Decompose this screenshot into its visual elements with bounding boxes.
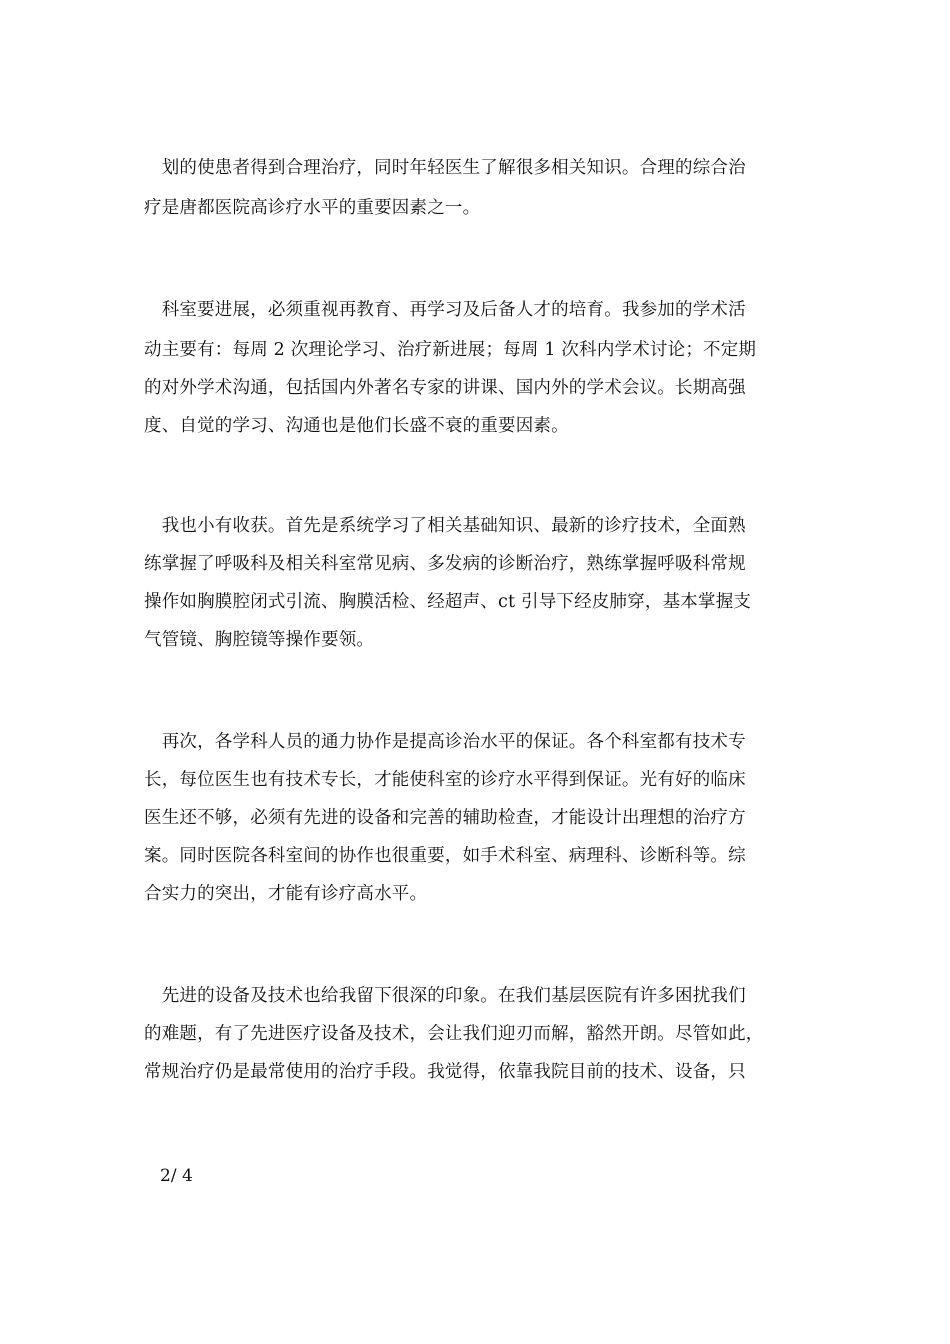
paragraph-2-line-3: 的对外学术沟通，包括国内外著名专家的讲课、国内外的学术会议。长期高强 [144, 378, 746, 398]
paragraph-3-line-1: 我也小有收获。首先是系统学习了相关基础知识、最新的诊疗技术，全面熟 [144, 516, 746, 536]
paragraph-5-line-1: 先进的设备及技术也给我留下很深的印象。在我们基层医院有许多困扰我们 [144, 986, 746, 1006]
paragraph-1-line-2: 疗是唐都医院高诊疗水平的重要因素之一。 [144, 198, 481, 218]
paragraph-4-line-3: 医生还不够，必须有先进的设备和完善的辅助检查，才能设计出理想的治疗方 [144, 808, 746, 828]
paragraph-4-line-1: 再次，各学科人员的通力协作是提高诊治水平的保证。各个科室都有技术专 [144, 732, 746, 752]
paragraph-5-line-2: 的难题，有了先进医疗设备及技术，会让我们迎刃而解，豁然开朗。尽管如此， [144, 1024, 764, 1044]
paragraph-3-line-2: 练掌握了呼吸科及相关科室常见病、多发病的诊断治疗，熟练掌握呼吸科常规 [144, 554, 746, 574]
paragraph-4-line-4: 案。同时医院各科室间的协作也很重要，如手术科室、病理科、诊断科等。综 [144, 846, 746, 866]
paragraph-4-line-2: 长，每位医生也有技术专长，才能使科室的诊疗水平得到保证。光有好的临床 [144, 770, 746, 790]
paragraph-5-line-3: 常规治疗仍是最常使用的治疗手段。我觉得，依靠我院目前的技术、设备，只 [144, 1062, 746, 1082]
paragraph-2-line-4: 度、自觉的学习、沟通也是他们长盛不衰的重要因素。 [144, 416, 569, 436]
paragraph-2-line-1: 科室要进展，必须重视再教育、再学习及后备人才的培育。我参加的学术活 [144, 300, 746, 320]
page-number: 2/ 4 [160, 1166, 193, 1186]
paragraph-2-line-2: 动主要有：每周 2 次理论学习、治疗新进展；每周 1 次科内学术讨论；不定期 [144, 340, 757, 360]
paragraph-4-line-5: 合实力的突出，才能有诊疗高水平。 [144, 884, 428, 904]
paragraph-1-line-1: 划的使患者得到合理治疗，同时年轻医生了解很多相关知识。合理的综合治 [144, 158, 746, 178]
paragraph-3-line-4: 气管镜、胸腔镜等操作要领。 [144, 630, 375, 650]
paragraph-3-line-3: 操作如胸膜腔闭式引流、胸膜活检、经超声、ct 引导下经皮肺穿，基本掌握支 [144, 592, 752, 612]
